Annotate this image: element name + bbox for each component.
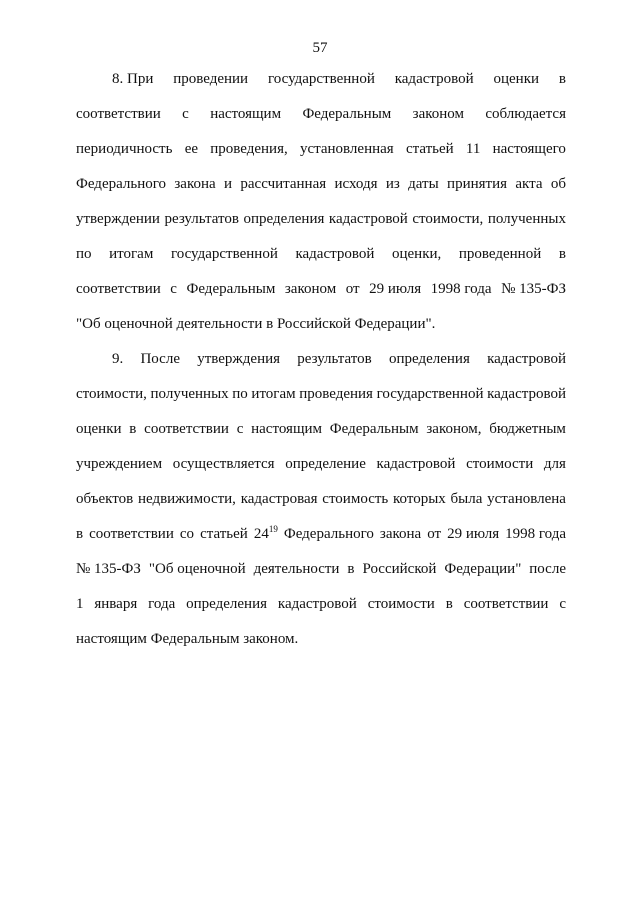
word: "Об оценочной деятельности в Российской Федерации". (76, 316, 436, 332)
word: 11 (465, 141, 481, 157)
word: оценки, (391, 246, 442, 262)
paragraph-9 (76, 342, 566, 657)
word: проведенной (458, 246, 542, 262)
paragraph-8 (76, 62, 566, 342)
word: соблюдается (485, 106, 566, 122)
word: установлена (487, 491, 566, 507)
word: от (345, 281, 360, 297)
word: соответствии (463, 596, 549, 612)
word: в (558, 71, 566, 87)
word: статьей (200, 526, 248, 542)
word: оценки (493, 71, 540, 87)
word: определения (388, 351, 470, 367)
word: итогам (109, 246, 154, 262)
word: стоимость (322, 491, 389, 507)
word: соответствии (76, 106, 161, 122)
word: со (179, 526, 195, 542)
word: утверждении (76, 211, 160, 227)
word: оценки (76, 421, 122, 437)
word: осуществляется (172, 456, 275, 472)
word: 29 июля (369, 281, 422, 297)
word: кадастровой (328, 211, 408, 227)
word: итогам (251, 386, 296, 402)
text-line (76, 482, 566, 517)
word: кадастровой (487, 351, 566, 367)
word: закона (174, 176, 216, 192)
word: периодичность (76, 141, 173, 157)
word: статьей (405, 141, 454, 157)
word: стоимости, (412, 211, 484, 227)
word: Федерации" (444, 561, 522, 577)
word: соответствии (144, 421, 229, 437)
word: рассчитанная (240, 176, 327, 192)
article-number (254, 517, 278, 552)
text-line (76, 97, 566, 132)
word: недвижимости, (137, 491, 236, 507)
word: объектов (76, 491, 134, 507)
word: принятия (447, 176, 508, 192)
word: была (450, 491, 483, 507)
word: кадастровой (295, 246, 375, 262)
text-line (76, 447, 566, 482)
word: в (129, 421, 137, 437)
word: определения (243, 211, 325, 227)
text-line (76, 167, 566, 202)
word: кадастровой (394, 71, 474, 87)
word: 29 июля (447, 526, 500, 542)
word: настоящим (251, 421, 323, 437)
word: учреждением (76, 456, 163, 472)
word: соответствии (76, 281, 161, 297)
word: соответствии (89, 526, 174, 542)
word: законом (412, 106, 464, 122)
word: настоящего (492, 141, 566, 157)
word: стоимости (367, 596, 435, 612)
word: Федеральным (329, 421, 419, 437)
word: Федеральным (302, 106, 392, 122)
word: стоимости, (76, 386, 147, 402)
word: установленная (299, 141, 394, 157)
word: полученных (487, 211, 566, 227)
page-number: 57 (312, 40, 328, 56)
word: по (76, 246, 92, 262)
word: с (236, 421, 244, 437)
word: года (148, 596, 176, 612)
text-line (76, 272, 566, 307)
text-line (76, 377, 566, 412)
word: № 135-ФЗ (501, 281, 566, 297)
word: проведении (173, 71, 249, 87)
word: с (559, 596, 566, 612)
word: в (76, 526, 84, 542)
word: с (170, 281, 177, 297)
word: Федерального (76, 176, 167, 192)
word: 1 (76, 596, 84, 612)
word: кадастровой (277, 596, 357, 612)
word: кадастровой (487, 386, 566, 402)
text-line (76, 552, 566, 587)
word: после (529, 561, 566, 577)
word: из (385, 176, 400, 192)
word: которых (393, 491, 446, 507)
word: в (347, 561, 355, 577)
word: в (558, 246, 566, 262)
word: с (182, 106, 189, 122)
word: государственной (170, 246, 278, 262)
word: После (140, 351, 180, 367)
text-line (76, 132, 566, 167)
word: проведения, (210, 141, 288, 157)
text-line (76, 587, 566, 622)
word: результатов (297, 351, 372, 367)
word: определения (186, 596, 268, 612)
word: закона (379, 526, 422, 542)
word: № 135-ФЗ (76, 561, 141, 577)
word: "Об оценочной (148, 561, 246, 577)
word: Федеральным (186, 281, 276, 297)
text-line (76, 202, 566, 237)
word: акта (515, 176, 543, 192)
word: результатов (164, 211, 239, 227)
word: кадастровая (240, 491, 318, 507)
text-line (76, 307, 566, 342)
word: государственной (267, 71, 375, 87)
text-line (76, 622, 566, 657)
word: ее (184, 141, 199, 157)
word: определение (285, 456, 366, 472)
text-line (76, 342, 566, 377)
word: проведения (299, 386, 373, 402)
text-line (76, 237, 566, 272)
word: 8. При (112, 71, 154, 87)
word: бюджетным (489, 421, 566, 437)
word: деятельности (253, 561, 340, 577)
word: исходя (334, 176, 378, 192)
word: законом (284, 281, 337, 297)
document-body (76, 62, 566, 657)
word: в (445, 596, 453, 612)
word: и (224, 176, 233, 192)
word: об (550, 176, 566, 192)
word: Российской (362, 561, 437, 577)
word: января (94, 596, 138, 612)
word: Федерального (283, 526, 374, 542)
word: полученных (150, 386, 229, 402)
word: от (427, 526, 442, 542)
article-number-superscript: 19 (268, 524, 278, 534)
text-line (76, 517, 566, 552)
word: настоящим Федеральным законом. (76, 631, 299, 647)
text-line (76, 62, 566, 97)
word: 1998 года (430, 281, 492, 297)
word: для (543, 456, 566, 472)
word: 1998 года (505, 526, 566, 542)
word: законом, (426, 421, 482, 437)
word: даты (408, 176, 439, 192)
word: стоимости (466, 456, 534, 472)
word: по (232, 386, 248, 402)
article-number-base: 24 (253, 526, 269, 542)
text-line (76, 412, 566, 447)
word: 9. (112, 351, 124, 367)
word: утверждения (197, 351, 281, 367)
word: кадастровой (376, 456, 456, 472)
word: настоящим (210, 106, 282, 122)
word: государственной (376, 386, 484, 402)
